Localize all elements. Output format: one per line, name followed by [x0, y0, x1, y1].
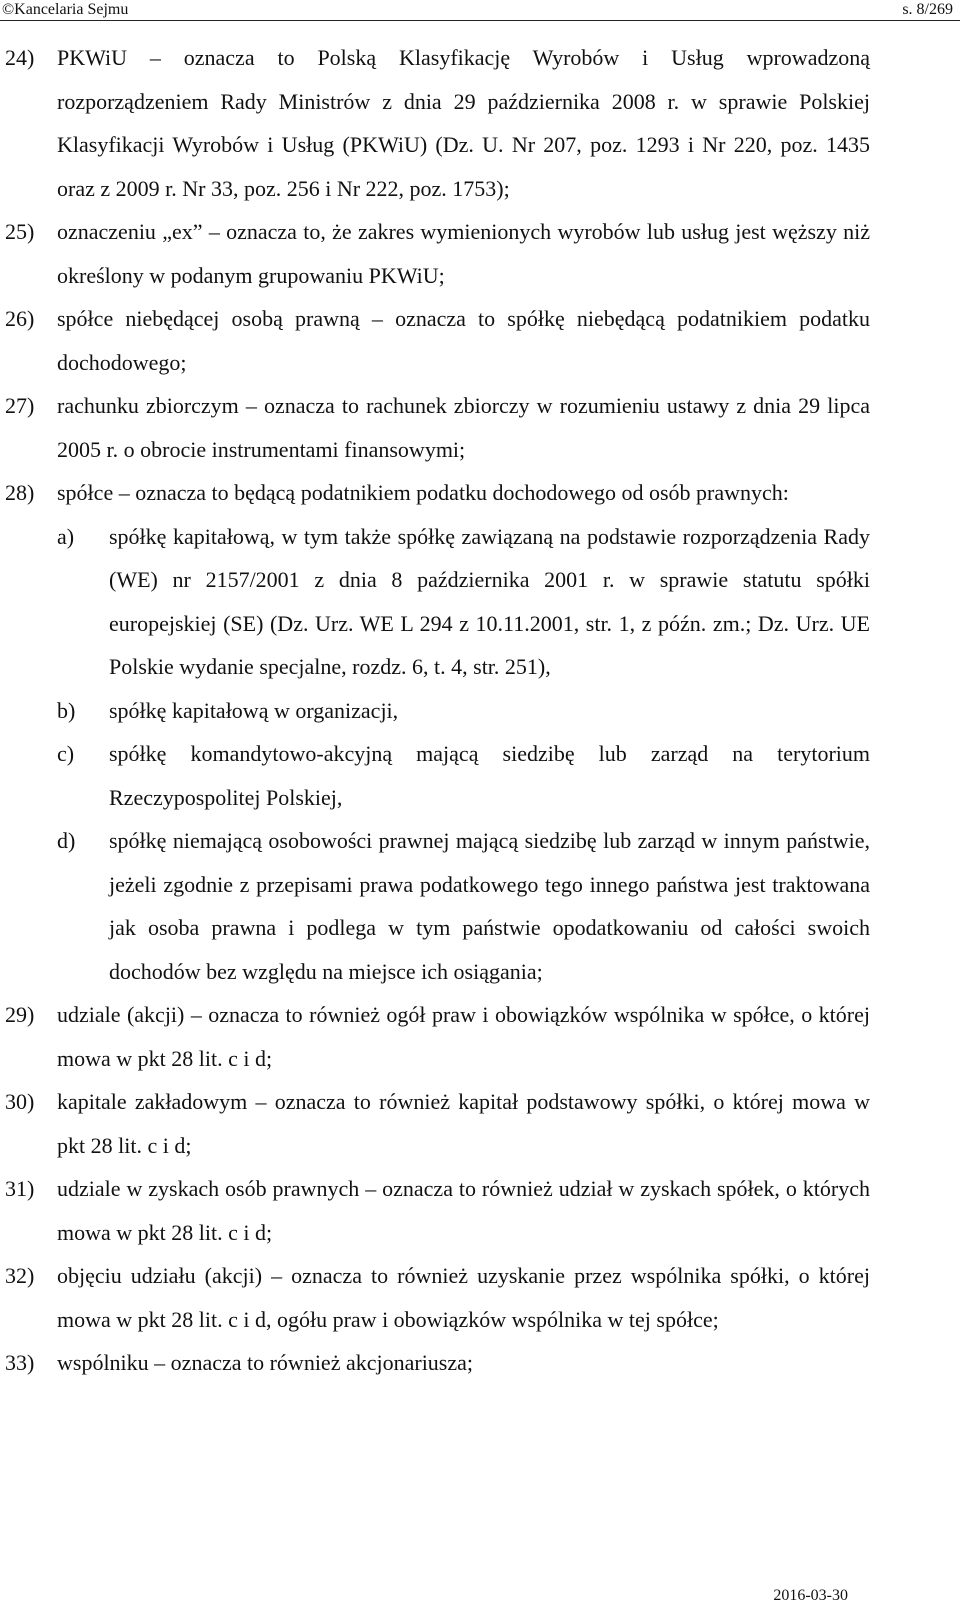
definition-item-29: [5, 993, 870, 1080]
definition-item-25: [5, 210, 870, 297]
definition-item-32: [5, 1254, 870, 1341]
subitem-b: [57, 689, 870, 733]
item-number: 32): [5, 1263, 35, 1288]
subitem-letter: a): [57, 523, 75, 549]
item-number: 31): [5, 1176, 35, 1201]
item-text: udziale w zyskach osób prawnych – oznacza to również udział w zyskach spółek, o których mowa w pkt 28 lit. c i d;: [57, 1176, 870, 1245]
definition-item-27: [5, 384, 870, 471]
definition-item-33: [5, 1341, 870, 1385]
item-number: 30): [5, 1089, 35, 1114]
subitem-d: [57, 819, 870, 993]
document-body: [5, 36, 870, 1385]
copyright-label: ©Kancelaria Sejmu: [2, 1, 129, 18]
subitem-letter: d): [57, 828, 76, 853]
item-text: kapitale zakładowym – oznacza to również kapitał podstawowy spółki, o której mowa w pkt 28 lit. c i d;: [57, 1089, 870, 1158]
item-text: spółce – oznacza to będącą podatnikiem podatku dochodowego od osób prawnych:: [57, 480, 789, 505]
definition-item-28: [5, 471, 870, 515]
item-text: rachunku zbiorczym – oznacza to rachunek zbiorczy w rozumieniu ustawy z dnia 29 lipca 2005 r. o obrocie instrumentami finansowymi;: [57, 393, 870, 462]
item-text: udziale (akcji) – oznacza to również ogół praw i obowiązków wspólnika w spółce, o której mowa w pkt 28 lit. c i d;: [57, 1002, 870, 1071]
subitem-letter: b): [57, 697, 76, 723]
item-number: 25): [5, 219, 35, 244]
item-text: spółce niebędącej osobą prawną – oznacza to spółkę niebędącą podatnikiem podatku dochodowego;: [57, 306, 870, 375]
subitem-a: [57, 515, 870, 689]
page-header: [0, 0, 960, 22]
item-number: 27): [5, 393, 35, 418]
item-number: 26): [5, 306, 35, 331]
definition-item-30: [5, 1080, 870, 1167]
page-number: s. 8/269: [902, 1, 953, 18]
item-text: wspólniku – oznacza to również akcjonariusza;: [57, 1350, 474, 1375]
definition-item-26: [5, 297, 870, 384]
subitem-c: [57, 732, 870, 819]
definition-item-31: [5, 1167, 870, 1254]
item-number: 29): [5, 1002, 35, 1027]
subitem-text: spółkę komandytowo-akcyjną mającą siedzibę lub zarząd na terytorium Rzeczypospolitej Polskiej,: [109, 741, 870, 810]
header-divider: [0, 20, 960, 21]
item-text: objęciu udziału (akcji) – oznacza to również uzyskanie przez wspólnika spółki, o której mowa w pkt 28 lit. c i d, ogółu praw i obowiązków wspólnika w tej spółce;: [57, 1263, 870, 1332]
document-date: 2016-03-30: [773, 1587, 848, 1604]
item-number: 24): [5, 45, 35, 70]
item-number: 33): [5, 1350, 35, 1375]
item-number: 28): [5, 480, 35, 505]
subitem-text: spółkę kapitałową, w tym także spółkę zawiązaną na podstawie rozporządzenia Rady (WE) nr 2157/2001 z dnia 8 października 2001 r. w sprawie statutu spółki europejskiej (SE) (Dz. Urz. WE L 294 z 10.11.2001, str. 1, z późn. zm.; Dz. Urz. UE Polskie wydanie specjalne, rozdz. 6, t. 4, str. 251),: [109, 523, 870, 679]
item-text: PKWiU – oznacza to Polską Klasyfikację Wyrobów i Usług wprowadzoną rozporządzeniem Rady Ministrów z dnia 29 października 2008 r. w sprawie Polskiej Klasyfikacji Wyrobów i Usług (PKWiU) (Dz. U. Nr 207, poz. 1293 i Nr 220, poz. 1435 oraz z 2009 r. Nr 33, poz. 256 i Nr 222, poz. 1753);: [57, 45, 870, 201]
subitem-letter: c): [57, 741, 75, 766]
item-text: oznaczeniu „ex” – oznacza to, że zakres wymienionych wyrobów lub usług jest węższy niż określony w podanym grupowaniu PKWiU;: [57, 219, 870, 288]
subitem-text: spółkę niemającą osobowości prawnej mającą siedzibę lub zarząd w innym państwie, jeżeli zgodnie z przepisami prawa podatkowego tego innego państwa jest traktowana jak osoba prawna i podlega w tym państwie opodatkowaniu od całości swoich dochodów bez względu na miejsce ich osiągania;: [109, 828, 870, 984]
subitem-text: spółkę kapitałową w organizacji,: [109, 697, 399, 723]
definition-item-24: [5, 36, 870, 210]
